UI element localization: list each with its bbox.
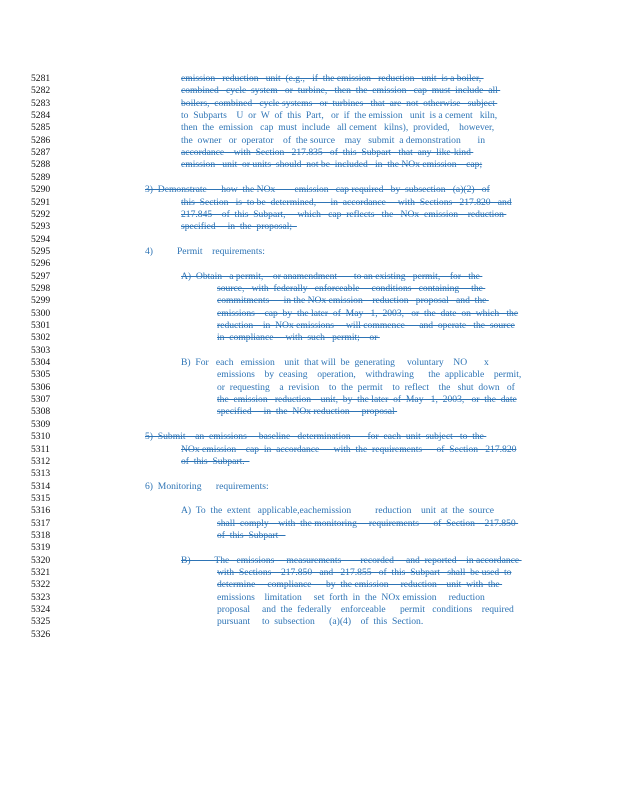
document-line bbox=[0, 122, 618, 134]
line-number: 5319 bbox=[31, 542, 51, 554]
line-number: 5296 bbox=[31, 258, 51, 270]
line-text: the owner or operator of the source may submit a demonstration in bbox=[181, 134, 485, 146]
document-line bbox=[0, 567, 618, 579]
document-line bbox=[0, 419, 618, 431]
line-text: 5) Submit an emissions baseline determination for each unit subject to the bbox=[145, 431, 487, 443]
line-number: 5308 bbox=[31, 406, 51, 418]
line-number: 5304 bbox=[31, 357, 51, 369]
document-line bbox=[0, 258, 618, 270]
document-line bbox=[0, 518, 618, 530]
line-number: 5305 bbox=[31, 369, 51, 381]
line-text: specified in the NOx reduction proposal bbox=[217, 406, 398, 418]
document-line bbox=[0, 308, 618, 320]
line-text: emissions limitation set forth in the NOx emission reduction bbox=[217, 591, 485, 603]
document-line bbox=[0, 444, 618, 456]
line-text: this Section is to be determined, in accordance with Sections 217.820 and bbox=[181, 196, 512, 208]
line-number: 5295 bbox=[31, 245, 51, 257]
line-text: combined cycle system or turbine, then the emission cap must include all bbox=[181, 85, 501, 97]
line-number: 5285 bbox=[31, 122, 51, 134]
line-text: 4) Permit requirements: bbox=[145, 245, 265, 257]
line-text: source, with federally enforceable conditions containing the bbox=[217, 282, 486, 294]
document-line bbox=[0, 184, 618, 196]
line-text: emission reduction unit (e.g., if the emission reduction unit is a boiler, bbox=[181, 73, 484, 84]
document-line bbox=[0, 159, 618, 171]
document-line bbox=[0, 283, 618, 295]
line-text: to Subparts U or W of this Part, or if the emission unit is a cement kiln, bbox=[181, 110, 498, 122]
line-number: 5317 bbox=[31, 517, 51, 529]
line-number: 5306 bbox=[31, 381, 51, 393]
document-line bbox=[0, 357, 618, 369]
document-line bbox=[0, 85, 618, 97]
line-text: of this Subpart. bbox=[181, 455, 250, 467]
line-number: 5321 bbox=[31, 567, 51, 578]
document-line bbox=[0, 542, 618, 554]
line-number: 5293 bbox=[31, 221, 51, 233]
document-line bbox=[0, 320, 618, 332]
document-line bbox=[0, 394, 618, 406]
line-text: proposal and the federally enforceable permit conditions required bbox=[217, 604, 514, 616]
line-text: emissions by ceasing operation, withdrawing the applicable permit, bbox=[217, 369, 522, 381]
line-text: shall comply with the monitoring requirements of Section 217.850 bbox=[217, 517, 519, 529]
line-number: 5281 bbox=[31, 73, 51, 84]
line-text: 3) Demonstrate how the NOx emission cap required by subsection (a)(2) of bbox=[145, 184, 490, 196]
document-line bbox=[0, 209, 618, 221]
document-line bbox=[0, 345, 618, 357]
line-number: 5284 bbox=[31, 110, 51, 122]
document-line bbox=[0, 221, 618, 233]
line-text: B) The emissions measurements recorded and reported in accordance bbox=[181, 554, 522, 566]
document-line bbox=[0, 234, 618, 246]
document-line bbox=[0, 456, 618, 468]
line-number: 5298 bbox=[31, 282, 51, 294]
line-text: pursuant to subsection (a)(4) of this Section. bbox=[217, 616, 424, 628]
document-line bbox=[0, 369, 618, 381]
document-line bbox=[0, 246, 618, 258]
line-text: specified in the proposal; bbox=[181, 221, 297, 233]
line-text: of this Subpart bbox=[217, 529, 286, 541]
document-line bbox=[0, 530, 618, 542]
line-text: accordance with Section 217.835 of this Subpart that any like-kind bbox=[181, 147, 474, 159]
line-number: 5324 bbox=[31, 604, 51, 616]
document-line bbox=[0, 406, 618, 418]
line-number: 5294 bbox=[31, 233, 51, 245]
document-line bbox=[0, 172, 618, 184]
document-line bbox=[0, 332, 618, 344]
line-number: 5300 bbox=[31, 307, 51, 319]
line-text: with Sections 217.850 and 217.855 of this Subpart shall be used to bbox=[217, 567, 512, 578]
line-text: A) Obtain a permit, or anamendment to an existing permit, for the bbox=[181, 270, 483, 282]
line-text: or requesting a revision to the permit to reflect the shut down of bbox=[217, 381, 515, 393]
line-number: 5292 bbox=[31, 208, 51, 220]
document-line bbox=[0, 295, 618, 307]
line-number: 5312 bbox=[31, 455, 51, 467]
line-number: 5316 bbox=[31, 505, 51, 517]
document-line bbox=[0, 604, 618, 616]
document-line bbox=[0, 271, 618, 283]
line-text: 6) Monitoring requirements: bbox=[145, 480, 269, 492]
document-line bbox=[0, 197, 618, 209]
document-line bbox=[0, 505, 618, 517]
line-text: the emission reduction unit, by the later of May 1, 2003, or the date bbox=[217, 394, 517, 406]
document-line bbox=[0, 147, 618, 159]
document-line bbox=[0, 481, 618, 493]
line-number: 5290 bbox=[31, 184, 51, 196]
line-text: boilers, combined cycle systems or turbines that are not otherwise subject bbox=[181, 97, 498, 109]
line-number: 5311 bbox=[31, 443, 50, 455]
line-number: 5320 bbox=[31, 554, 51, 566]
document-line bbox=[0, 110, 618, 122]
line-number: 5297 bbox=[31, 270, 51, 282]
line-number: 5287 bbox=[31, 147, 51, 159]
document-line bbox=[0, 616, 618, 628]
document-line bbox=[0, 382, 618, 394]
line-number: 5310 bbox=[31, 431, 51, 443]
line-number: 5325 bbox=[31, 616, 51, 628]
line-number: 5283 bbox=[31, 97, 51, 109]
line-text: then the emission cap must include all cement kilns), provided, however, bbox=[181, 122, 495, 134]
line-number: 5307 bbox=[31, 394, 51, 406]
line-text: commitments in the NOx emission reduction proposal and the bbox=[217, 295, 489, 307]
document-line bbox=[0, 135, 618, 147]
line-text: determine compliance by the emission reduction unit with the bbox=[217, 579, 503, 591]
document-line bbox=[0, 579, 618, 591]
document-line bbox=[0, 73, 618, 85]
line-number: 5286 bbox=[31, 134, 51, 146]
line-text: reduction in NOx emissions will commence and operate the source bbox=[217, 320, 515, 331]
document-line bbox=[0, 629, 618, 641]
line-number: 5299 bbox=[31, 295, 51, 307]
line-number: 5318 bbox=[31, 529, 51, 541]
line-number: 5301 bbox=[31, 320, 51, 331]
document-line bbox=[0, 493, 618, 505]
line-number: 5313 bbox=[31, 468, 51, 480]
line-number: 5303 bbox=[31, 344, 51, 356]
line-text: emissions cap by the later of May 1, 2003, or the date on which the bbox=[217, 307, 519, 319]
line-number: 5323 bbox=[31, 591, 51, 603]
line-number: 5315 bbox=[31, 492, 51, 504]
document-line bbox=[0, 431, 618, 443]
line-number: 5314 bbox=[31, 480, 51, 492]
line-number: 5291 bbox=[31, 196, 51, 208]
document-line bbox=[0, 468, 618, 480]
document-line bbox=[0, 592, 618, 604]
line-number: 5282 bbox=[31, 85, 51, 97]
line-text: emission unit or units should not be included in the NOx emission cap; bbox=[181, 159, 483, 171]
document-line bbox=[0, 555, 618, 567]
line-number: 5288 bbox=[31, 159, 51, 171]
line-number: 5302 bbox=[31, 332, 51, 344]
line-text: NOx emission cap in accordance with the requirements of Section 217.820 bbox=[181, 443, 517, 455]
line-number: 5326 bbox=[31, 628, 51, 640]
line-text: B) For each emission unit that will be generating voluntary NO x bbox=[181, 357, 489, 369]
line-text: in compliance with such permit; or bbox=[217, 332, 380, 344]
line-text: A) To the extent applicable,eachemission reduction unit at the source bbox=[181, 505, 494, 517]
document-line bbox=[0, 98, 618, 110]
line-number: 5322 bbox=[31, 579, 51, 591]
line-number: 5309 bbox=[31, 418, 51, 430]
line-text: 217.845 of this Subpart, which cap reflects the NOx emission reduction bbox=[181, 208, 507, 220]
line-number: 5289 bbox=[31, 171, 51, 183]
